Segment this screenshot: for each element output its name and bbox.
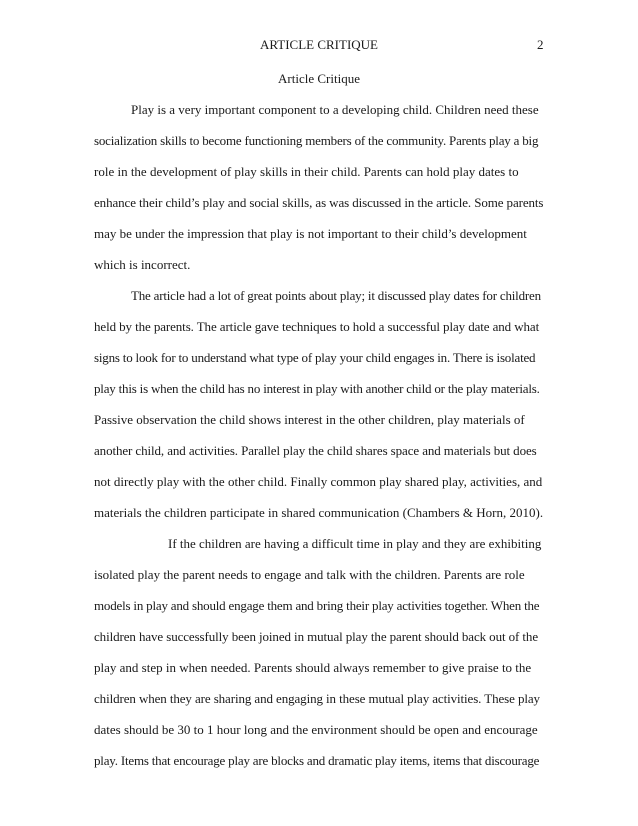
text-line: models in play and should engage them and bring their play activities together. When the	[94, 598, 540, 613]
text-line: isolated play the parent needs to engage and talk with the children. Parents are role	[94, 567, 525, 582]
text-line: play this is when the child has no interest in play with another child or the play materials.	[94, 381, 540, 396]
text-line: Passive observation the child shows interest in the other children, play materials of	[94, 412, 525, 427]
text-line: socialization skills to become functioning members of the community. Parents play a big	[94, 133, 539, 148]
text-line: play and step in when needed. Parents should always remember to give praise to the	[94, 660, 532, 675]
text-line: play. Items that encourage play are blocks and dramatic play items, items that discourage	[94, 753, 540, 768]
text-line: enhance their child’s play and social skills, as was discussed in the article. Some parents	[94, 195, 544, 210]
text-line: which is incorrect.	[94, 257, 191, 272]
text-line: signs to look for to understand what type of play your child engages in. There is isolated	[94, 350, 536, 365]
text-line: dates should be 30 to 1 hour long and the environment should be open and encourage	[94, 722, 538, 737]
running-head-title: ARTICLE CRITIQUE	[259, 37, 378, 52]
text-line: The article had a lot of great points about play; it discussed play dates for children	[131, 288, 541, 303]
document-title: Article Critique	[278, 71, 360, 86]
text-line: held by the parents. The article gave techniques to hold a successful play date and what	[94, 319, 540, 334]
text-line: Play is a very important component to a developing child. Children need these	[131, 102, 539, 117]
text-line: children when they are sharing and engaging in these mutual play activities. These play	[94, 691, 540, 706]
text-line: may be under the impression that play is not important to their child’s development	[94, 226, 527, 241]
text-line: another child, and activities. Parallel play the child shares space and materials but does	[94, 443, 537, 458]
text-line: children have successfully been joined in mutual play the parent should back out of the	[94, 629, 539, 644]
page-number: 2	[537, 37, 544, 52]
text-line: role in the development of play skills in their child. Parents can hold play dates to	[94, 164, 519, 179]
text-line: not directly play with the other child. Finally common play shared play, activities, and	[94, 474, 543, 489]
text-line: materials the children participate in shared communication (Chambers & Horn, 2010).	[94, 505, 544, 520]
text-line: If the children are having a difficult time in play and they are exhibiting	[168, 536, 542, 551]
